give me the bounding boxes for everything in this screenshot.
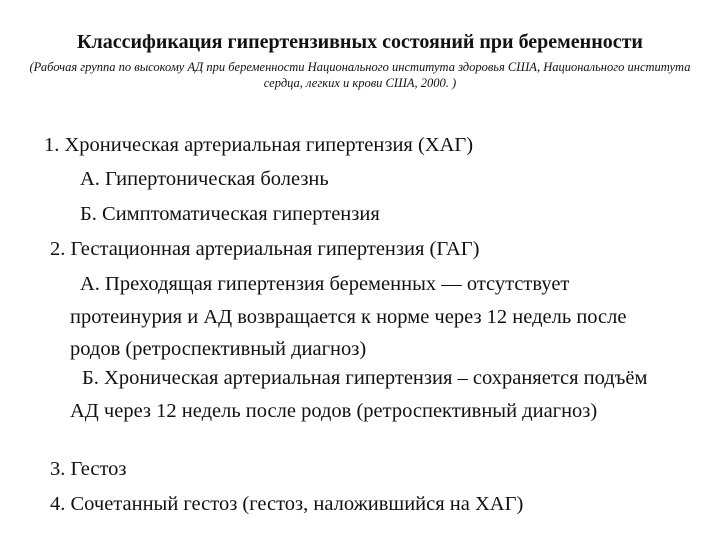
list-item: 3. Гестоз [50, 458, 127, 480]
list-item: Б. Хроническая артериальная гипертензия – сохраняется подъём АД через 12 недель после родов (ретроспективный диагноз) [70, 367, 648, 422]
list-item: 1. Хроническая артериальная гипертензия (ХАГ) [44, 134, 474, 156]
page-title: Классификация гипертензивных состояний при беременности [77, 31, 643, 53]
list-item: А. Преходящая гипертензия беременных — отсутствует протеинурия и АД возвращается к норме через 12 недель после родов (ретроспективный диагноз) [70, 273, 627, 360]
list-item: 4. Сочетанный гестоз (гестоз, наложившийся на ХАГ) [50, 493, 524, 515]
list-item: А. Гипертоническая болезнь [80, 168, 329, 190]
page-subtitle: (Рабочая группа по высокому АД при беременности Национального института здоровья США, Национального института сердца, легких и крови США, 2000. ) [29, 60, 691, 90]
list-item: Б. Симптоматическая гипертензия [80, 203, 380, 225]
list-item: 2. Гестационная артериальная гипертензия (ГАГ) [50, 238, 480, 260]
